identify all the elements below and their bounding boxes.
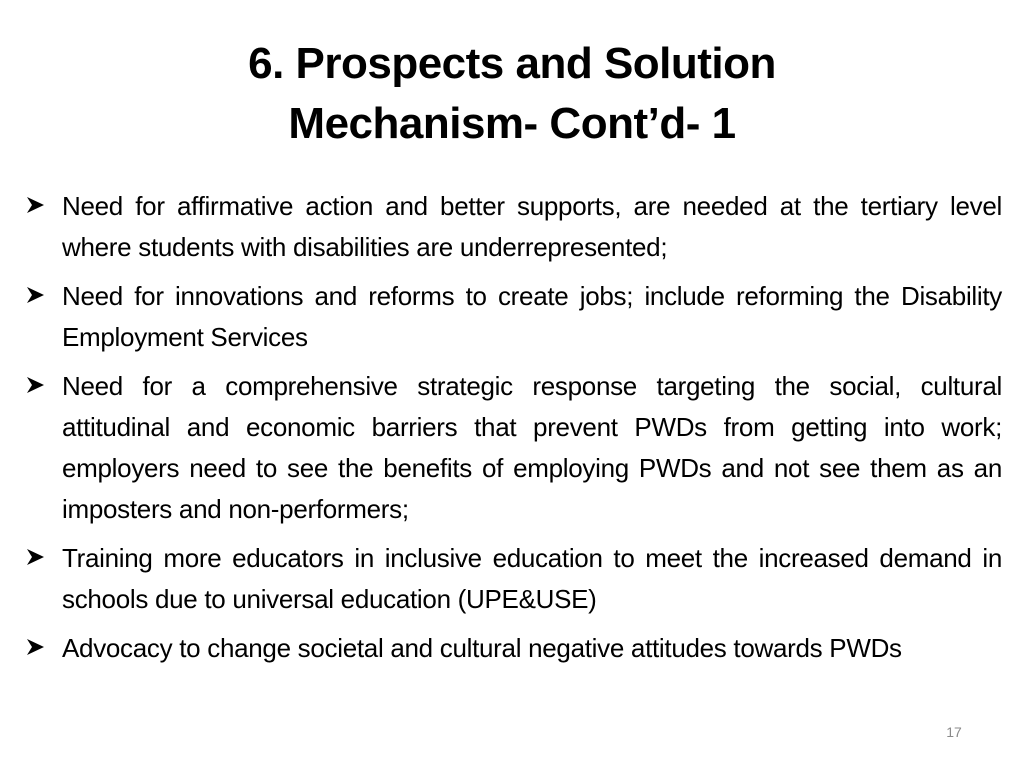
bullet-text: Training more educators in inclusive education to meet the increased demand in schools due to universal education (UPE&USE) <box>62 543 1002 614</box>
bullet-list <box>24 186 1002 677</box>
bullet-text: Need for a comprehensive strategic response targeting the social, cultural attitudinal and economic barriers that prevent PWDs from getting into work; employers need to see the benefits of employing PWDs and not see them as an imposters and non-performers; <box>62 371 1002 524</box>
bullet-item <box>24 366 1002 530</box>
arrowhead-bullet-icon <box>24 284 46 306</box>
arrowhead-bullet-icon <box>24 374 46 396</box>
bullet-text: Need for innovations and reforms to create jobs; include reforming the Disability Employment Services <box>62 281 1002 352</box>
bullet-text: Need for affirmative action and better supports, are needed at the tertiary level where students with disabilities are underrepresented; <box>62 191 1002 262</box>
slide-title-line-2: Mechanism- Cont’d- 1 <box>288 99 736 148</box>
slide-title <box>0 34 1024 154</box>
bullet-text: Advocacy to change societal and cultural negative attitudes towards PWDs <box>62 633 902 663</box>
arrowhead-bullet-icon <box>24 194 46 216</box>
bullet-item <box>24 538 1002 620</box>
bullet-item <box>24 186 1002 268</box>
bullet-item <box>24 628 1002 669</box>
page-number: 17 <box>946 724 962 740</box>
bullet-item <box>24 276 1002 358</box>
arrowhead-bullet-icon <box>24 636 46 658</box>
arrowhead-bullet-icon <box>24 546 46 568</box>
slide-title-line-1: 6. Prospects and Solution <box>248 39 776 88</box>
